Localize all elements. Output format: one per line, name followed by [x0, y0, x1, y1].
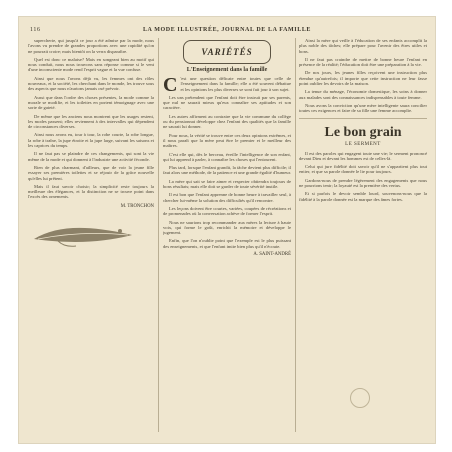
paragraph: Mais il faut savoir choisir; la simplicité reste toujours la meilleure des élégances, et la distinction ne se trouve point dans l'excès des ornements.	[28, 183, 154, 200]
paragraph: Ainsi que nous l'avons déjà vu, les femmes ont des rôles nouveaux, et la société, les cherchant dans le monde, les trouve sous des aspects que nous n'aurions jamais osé prévoir.	[28, 75, 154, 92]
paragraph: 'est une question délicate entre toutes que celle de l'enseignement dans la famille; elle a été souvent débattue et les opinions les plus diverses se sont fait jour à son sujet.	[180, 76, 291, 92]
paragraph: Enfin, que l'on n'oublie point que l'exemple est le plus puissant des enseignements, et que l'enfant imite bien plus qu'il n'écoute.	[163, 238, 291, 249]
paragraph: Ainsi la mère qui veille à l'éducation de ses enfants accomplit la plus noble des tâches; elle prépare pour l'avenir des êtres utiles et bons.	[299, 38, 427, 54]
magazine-page	[18, 16, 436, 444]
paragraph: Celui qui jure fidélité doit savoir qu'il ne s'appartient plus tout entier, et que sa parole donnée le lie pour toujours.	[299, 164, 427, 175]
author-signature: A. SAINT-ANDRÉ	[253, 252, 291, 258]
column-right	[299, 38, 427, 434]
section-divider	[299, 118, 427, 119]
paragraph: Quel est donc ce malaise? Mais en songeant bien au motif qui nous conduit, nous nous trouvons sans réponse comme si le vent d'une inconsciente mode rend l'esprit vague et la vue confuse.	[28, 56, 154, 73]
paragraph: Et si parfois le devoir semble lourd, souvenons-nous que la fidélité à la parole donnée est la marque des âmes fortes.	[299, 191, 427, 202]
column-rule-left	[158, 38, 159, 432]
page-number: 116	[30, 27, 41, 33]
paragraph: Il est bon que l'enfant apprenne de bonne heure à travailler seul, à chercher lui-même la solution des difficultés qu'il rencontre.	[163, 192, 291, 203]
paragraph: Pour nous, la vérité se trouve entre ces deux opinions extrêmes, et il nous paraît que la mère peut être le premier et le meilleur des maîtres.	[163, 132, 291, 149]
paragraph: Rien de plus charmant, d'ailleurs, que de voir la jeune fille essayer ses premières toilettes et se réjouir de la grâce nouvelle qu'elles lui prêtent.	[28, 164, 154, 181]
column-rule-right	[295, 38, 296, 432]
paragraph: Plus tard, lorsque l'enfant grandit, la tâche devient plus difficile; il faut alors une méthode, de la patience et une grande égalité d'humeur.	[163, 165, 291, 176]
paragraph: De nos jours, les jeunes filles reçoivent une instruction plus étendue qu'autrefois; il importe que cette instruction ne leur fasse point oublier les devoirs de la maison.	[299, 70, 427, 87]
section-title: Le bon grain	[324, 124, 402, 140]
paragraph: Ainsi nous avons eu, tour à tour, la robe courte, la robe longue, la robe à traîne, la jupe étroite et la jupe large, suivant les saisons et les caprices du temps.	[28, 132, 154, 149]
drop-cap: C	[163, 74, 178, 96]
paragraph: Aussi que dans l'ordre des choses présentes, la mode comme la morale se modifie, et les toilettes en portent témoignage avec une sorte de gaieté.	[28, 94, 154, 111]
paragraph: De même que les anciens nous montrent que les usages restent, les modes passent; elles reviennent à des intervalles qui dépendent de circonstances diverses.	[28, 113, 154, 130]
paragraph: supercherie, qui jusqu'à ce jour a été admise par la mode, nous l'avons vu prendre de grandes proportions avec une rapidité qu'on ne pourrait croire; mais bientôt on la verra disparaître.	[28, 38, 154, 54]
paragraph: Nous avons la conviction qu'une mère intelligente saura concilier toutes ces exigences et faire de sa fille une femme accomplie.	[299, 102, 427, 114]
author-signature: M. TRONCHON	[120, 203, 154, 209]
paragraph: Les leçons doivent être courtes, variées, coupées de récréations et de promenades où la conversation achève de former l'esprit.	[163, 205, 291, 217]
paragraph: Les uns prétendent que l'enfant doit être instruit par ses parents, que nul ne saurait mieux qu'eux connaître ses aptitudes et son caractère.	[163, 94, 291, 111]
section-banner: VARIÉTÉS	[183, 40, 271, 64]
paragraph: La tenue du ménage, l'économie domestique, les soins à donner aux malades sont des connaissances indispensables à toute femme.	[299, 89, 427, 100]
paragraph: Les autres affirment au contraire que la vie commune du collège ou du pensionnat développe chez l'enfant des qualités que la famille ne saurait lui donner.	[163, 113, 291, 130]
paragraph: Il est des paroles qui engagent toute une vie; le serment prononcé devant Dieu et devant les hommes est de celles-là.	[299, 150, 427, 161]
ink-stain-mark	[350, 388, 370, 408]
article-title: L'Enseignement dans la famille	[186, 67, 268, 73]
running-title: LA MODE ILLUSTRÉE, JOURNAL DE LA FAMILLE	[142, 27, 312, 33]
section-subtitle: LE SERMENT	[345, 141, 381, 147]
paragraph: Il ne faut pas craindre de mettre de bonne heure l'enfant en présence de la réalité; l'éducation doit être une préparation à la vie.	[299, 56, 427, 68]
column-left	[28, 38, 154, 434]
page-header	[30, 24, 424, 36]
paragraph: La mère qui sait se faire aimer et respecter obtiendra toujours de bons résultats; mais elle doit se garder de toute sévérité inutile.	[163, 178, 291, 190]
leaf-ornament-icon	[28, 219, 140, 249]
column-middle	[163, 38, 291, 434]
paragraph: Gardons-nous de prendre légèrement des engagements que nous ne pourrions tenir; la loyauté est la première des vertus.	[299, 177, 427, 189]
paragraph: C'est elle qui, dès le berceau, éveille l'intelligence de son enfant, qui lui apprend à parler, à connaître les choses qui l'entourent.	[163, 151, 291, 162]
paragraph: Nous ne saurions trop recommander aux mères la lecture à haute voix, qui forme le goût, enrichit la mémoire et développe le jugement.	[163, 219, 291, 236]
paragraph: Il ne faut pas se plaindre de ces changements, qui sont la vie même de la mode et qui donnent à l'industrie une activité féconde.	[28, 151, 154, 162]
